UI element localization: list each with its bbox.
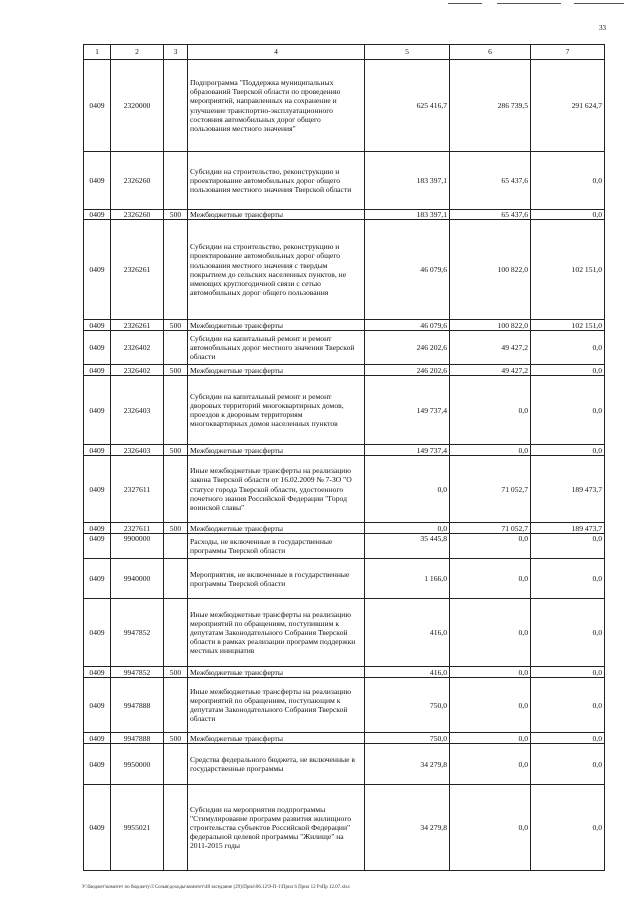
expense-type-code bbox=[164, 678, 188, 733]
amount-year-2: 0,0 bbox=[450, 534, 531, 559]
amount-year-1: 0,0 bbox=[365, 456, 450, 523]
table-row bbox=[84, 60, 605, 152]
amount-year-1: 149 737,4 bbox=[365, 445, 450, 456]
target-article-code: 2326260 bbox=[111, 210, 164, 220]
file-path-footer: У:\Бюджет\комитет по бюджету\3 Созыв\доходы\комитет\48 заседание (29)\Прил\06.12\9-П-1\Прил 6 Прил 12 РзПр 12.07.xlsx bbox=[82, 885, 350, 890]
amount-year-3: 0,0 bbox=[531, 599, 605, 667]
amount-year-3: 291 624,7 bbox=[531, 60, 605, 152]
expense-name: Субсидии на капитальный ремонт и ремонт автомобильных дорог местного значения Тверской области bbox=[188, 331, 365, 365]
section-code: 0409 bbox=[84, 456, 111, 523]
expense-type-code bbox=[164, 599, 188, 667]
amount-year-1: 1 166,0 bbox=[365, 559, 450, 599]
amount-year-3: 102 151,0 bbox=[531, 220, 605, 320]
amount-year-3: 102 151,0 bbox=[531, 320, 605, 331]
target-article-code: 2327611 bbox=[111, 456, 164, 523]
expense-type-code bbox=[164, 331, 188, 365]
expense-name: Межбюджетные трансферты bbox=[188, 733, 365, 744]
target-article-code: 2326261 bbox=[111, 320, 164, 331]
target-article-code: 2326402 bbox=[111, 331, 164, 365]
target-article-code: 9940000 bbox=[111, 559, 164, 599]
amount-year-1: 35 445,8 bbox=[365, 534, 450, 559]
header-cell: 3 bbox=[164, 45, 188, 60]
expense-name: Субсидии на строительство, реконструкцию и проектирование автомобильных дорог общего пользования местного значения Тверской области bbox=[188, 152, 365, 210]
amount-year-2: 49 427,2 bbox=[450, 331, 531, 365]
section-code: 0409 bbox=[84, 152, 111, 210]
amount-year-1: 34 279,8 bbox=[365, 744, 450, 785]
amount-year-3: 189 473,7 bbox=[531, 456, 605, 523]
top-edge-line bbox=[574, 3, 624, 4]
expense-type-code bbox=[164, 785, 188, 871]
section-code: 0409 bbox=[84, 534, 111, 559]
amount-year-1: 46 079,6 bbox=[365, 320, 450, 331]
target-article-code: 9947888 bbox=[111, 678, 164, 733]
amount-year-2: 0,0 bbox=[450, 376, 531, 445]
expense-name: Межбюджетные трансферты bbox=[188, 320, 365, 331]
amount-year-3: 0,0 bbox=[531, 667, 605, 678]
expense-name: Субсидии на строительство, реконструкцию и проектирование автомобильных дорог общего пользования местного значения с твердым покрытием до сельских населенных пунктов, не имеющих круглогодичной связи с сетью автомобильных дорог общего пользования bbox=[188, 220, 365, 320]
amount-year-3: 0,0 bbox=[531, 733, 605, 744]
amount-year-2: 0,0 bbox=[450, 744, 531, 785]
section-code: 0409 bbox=[84, 559, 111, 599]
target-article-code: 9950000 bbox=[111, 744, 164, 785]
amount-year-1: 246 202,6 bbox=[365, 365, 450, 376]
table-row bbox=[84, 667, 605, 678]
section-code: 0409 bbox=[84, 733, 111, 744]
amount-year-3: 0,0 bbox=[531, 559, 605, 599]
table-row bbox=[84, 523, 605, 534]
amount-year-3: 0,0 bbox=[531, 331, 605, 365]
target-article-code: 9947852 bbox=[111, 599, 164, 667]
amount-year-1: 34 279,8 bbox=[365, 785, 450, 871]
expense-name: Иные межбюджетные трансферты на реализацию закона Тверской области от 16.02.2009 № 7-ЗО "О статусе города Тверской области, удостоенного почетного звания Российской Федерации "Город воинской славы" bbox=[188, 456, 365, 523]
section-code: 0409 bbox=[84, 445, 111, 456]
header-row bbox=[84, 45, 605, 60]
expense-type-code bbox=[164, 152, 188, 210]
amount-year-2: 0,0 bbox=[450, 445, 531, 456]
amount-year-2: 65 437,6 bbox=[450, 210, 531, 220]
expense-name: Межбюджетные трансферты bbox=[188, 523, 365, 534]
header-cell: 1 bbox=[84, 45, 111, 60]
section-code: 0409 bbox=[84, 744, 111, 785]
expense-type-code: 500 bbox=[164, 445, 188, 456]
amount-year-2: 100 822,0 bbox=[450, 220, 531, 320]
target-article-code: 2326260 bbox=[111, 152, 164, 210]
amount-year-1: 625 416,7 bbox=[365, 60, 450, 152]
expense-type-code bbox=[164, 534, 188, 559]
amount-year-1: 183 397,1 bbox=[365, 210, 450, 220]
table-row bbox=[84, 320, 605, 331]
section-code: 0409 bbox=[84, 220, 111, 320]
amount-year-2: 49 427,2 bbox=[450, 365, 531, 376]
target-article-code: 2326403 bbox=[111, 376, 164, 445]
target-article-code: 9900000 bbox=[111, 534, 164, 559]
table-row bbox=[84, 331, 605, 365]
section-code: 0409 bbox=[84, 667, 111, 678]
expense-name: Средства федерального бюджета, не включенные в государственные программы bbox=[188, 744, 365, 785]
amount-year-2: 286 739,5 bbox=[450, 60, 531, 152]
amount-year-2: 0,0 bbox=[450, 667, 531, 678]
header-cell: 6 bbox=[450, 45, 531, 60]
header-cell: 2 bbox=[111, 45, 164, 60]
table-row bbox=[84, 220, 605, 320]
table-row bbox=[84, 445, 605, 456]
table-row bbox=[84, 785, 605, 871]
amount-year-3: 0,0 bbox=[531, 376, 605, 445]
expense-type-code: 500 bbox=[164, 733, 188, 744]
table-row bbox=[84, 534, 605, 559]
amount-year-3: 0,0 bbox=[531, 210, 605, 220]
target-article-code: 9955021 bbox=[111, 785, 164, 871]
amount-year-3: 0,0 bbox=[531, 152, 605, 210]
header-cell: 4 bbox=[188, 45, 365, 60]
header-cell: 5 bbox=[365, 45, 450, 60]
amount-year-1: 0,0 bbox=[365, 523, 450, 534]
section-code: 0409 bbox=[84, 678, 111, 733]
table-row bbox=[84, 210, 605, 220]
expense-type-code bbox=[164, 376, 188, 445]
table-row bbox=[84, 733, 605, 744]
amount-year-3: 0,0 bbox=[531, 534, 605, 559]
section-code: 0409 bbox=[84, 320, 111, 331]
section-code: 0409 bbox=[84, 376, 111, 445]
expense-type-code bbox=[164, 60, 188, 152]
expense-name: Межбюджетные трансферты bbox=[188, 445, 365, 456]
table-row bbox=[84, 744, 605, 785]
amount-year-3: 0,0 bbox=[531, 744, 605, 785]
amount-year-1: 416,0 bbox=[365, 599, 450, 667]
expense-name: Иные межбюджетные трансферты на реализацию мероприятий по обращениям, поступившим к депутатам Законодательного Собрания Тверской области в рамках реализации программ поддержки местных инициатив bbox=[188, 599, 365, 667]
expense-name: Расходы, не включенные в государственные программы Тверской области bbox=[188, 534, 365, 559]
expense-name: Мероприятия, не включенные в государственные программы Тверской области bbox=[188, 559, 365, 599]
amount-year-3: 189 473,7 bbox=[531, 523, 605, 534]
amount-year-3: 0,0 bbox=[531, 365, 605, 376]
header-cell: 7 bbox=[531, 45, 605, 60]
table-row bbox=[84, 365, 605, 376]
amount-year-3: 0,0 bbox=[531, 785, 605, 871]
target-article-code: 2326261 bbox=[111, 220, 164, 320]
section-code: 0409 bbox=[84, 331, 111, 365]
expense-name: Межбюджетные трансферты bbox=[188, 210, 365, 220]
expense-name: Субсидии на капитальный ремонт и ремонт дворовых территорий многоквартирных домов, проездов к дворовым территориям многоквартирных домов населенных пунктов bbox=[188, 376, 365, 445]
amount-year-1: 416,0 bbox=[365, 667, 450, 678]
amount-year-1: 246 202,6 bbox=[365, 331, 450, 365]
section-code: 0409 bbox=[84, 785, 111, 871]
target-article-code: 2320000 bbox=[111, 60, 164, 152]
table-row bbox=[84, 559, 605, 599]
expense-name: Подпрограмма "Поддержка муниципальных образований Тверской области по проведению мероприятий, направленных на сохранение и улучшение транспортно-эксплуатационного состояния автомобильных дорог общего пользования местного значения" bbox=[188, 60, 365, 152]
target-article-code: 9947888 bbox=[111, 733, 164, 744]
expense-name: Межбюджетные трансферты bbox=[188, 667, 365, 678]
amount-year-2: 0,0 bbox=[450, 678, 531, 733]
amount-year-1: 750,0 bbox=[365, 678, 450, 733]
target-article-code: 2326403 bbox=[111, 445, 164, 456]
table-row bbox=[84, 152, 605, 210]
section-code: 0409 bbox=[84, 599, 111, 667]
budget-table bbox=[83, 44, 605, 871]
expense-name: Субсидии на мероприятия подпрограммы "Стимулирование программ развития жилищного строительства субъектов Российской Федерации" федеральной целевой программы "Жилище" на 2011-2015 годы bbox=[188, 785, 365, 871]
expense-type-code bbox=[164, 744, 188, 785]
expense-name: Межбюджетные трансферты bbox=[188, 365, 365, 376]
expense-type-code: 500 bbox=[164, 667, 188, 678]
table-row bbox=[84, 456, 605, 523]
amount-year-2: 71 052,7 bbox=[450, 456, 531, 523]
expense-type-code: 500 bbox=[164, 523, 188, 534]
amount-year-2: 0,0 bbox=[450, 559, 531, 599]
expense-type-code bbox=[164, 559, 188, 599]
page-number: 33 bbox=[599, 24, 606, 32]
expense-type-code: 500 bbox=[164, 365, 188, 376]
amount-year-3: 0,0 bbox=[531, 678, 605, 733]
amount-year-2: 0,0 bbox=[450, 785, 531, 871]
amount-year-2: 0,0 bbox=[450, 733, 531, 744]
target-article-code: 9947852 bbox=[111, 667, 164, 678]
amount-year-2: 0,0 bbox=[450, 599, 531, 667]
target-article-code: 2326402 bbox=[111, 365, 164, 376]
amount-year-3: 0,0 bbox=[531, 445, 605, 456]
amount-year-1: 183 397,1 bbox=[365, 152, 450, 210]
expense-name: Иные межбюджетные трансферты на реализацию мероприятий по обращениям, поступающим к депутатам Законодательного Собрания Тверской области bbox=[188, 678, 365, 733]
section-code: 0409 bbox=[84, 523, 111, 534]
target-article-code: 2327611 bbox=[111, 523, 164, 534]
expense-type-code: 500 bbox=[164, 210, 188, 220]
table-row bbox=[84, 599, 605, 667]
amount-year-1: 149 737,4 bbox=[365, 376, 450, 445]
amount-year-2: 71 052,7 bbox=[450, 523, 531, 534]
table-row bbox=[84, 376, 605, 445]
top-edge-line bbox=[448, 3, 482, 4]
expense-type-code bbox=[164, 220, 188, 320]
amount-year-2: 65 437,6 bbox=[450, 152, 531, 210]
amount-year-1: 750,0 bbox=[365, 733, 450, 744]
amount-year-1: 46 079,6 bbox=[365, 220, 450, 320]
expense-type-code: 500 bbox=[164, 320, 188, 331]
amount-year-2: 100 822,0 bbox=[450, 320, 531, 331]
expense-type-code bbox=[164, 456, 188, 523]
table-row bbox=[84, 678, 605, 733]
section-code: 0409 bbox=[84, 210, 111, 220]
section-code: 0409 bbox=[84, 60, 111, 152]
section-code: 0409 bbox=[84, 365, 111, 376]
top-edge-line bbox=[497, 3, 561, 4]
